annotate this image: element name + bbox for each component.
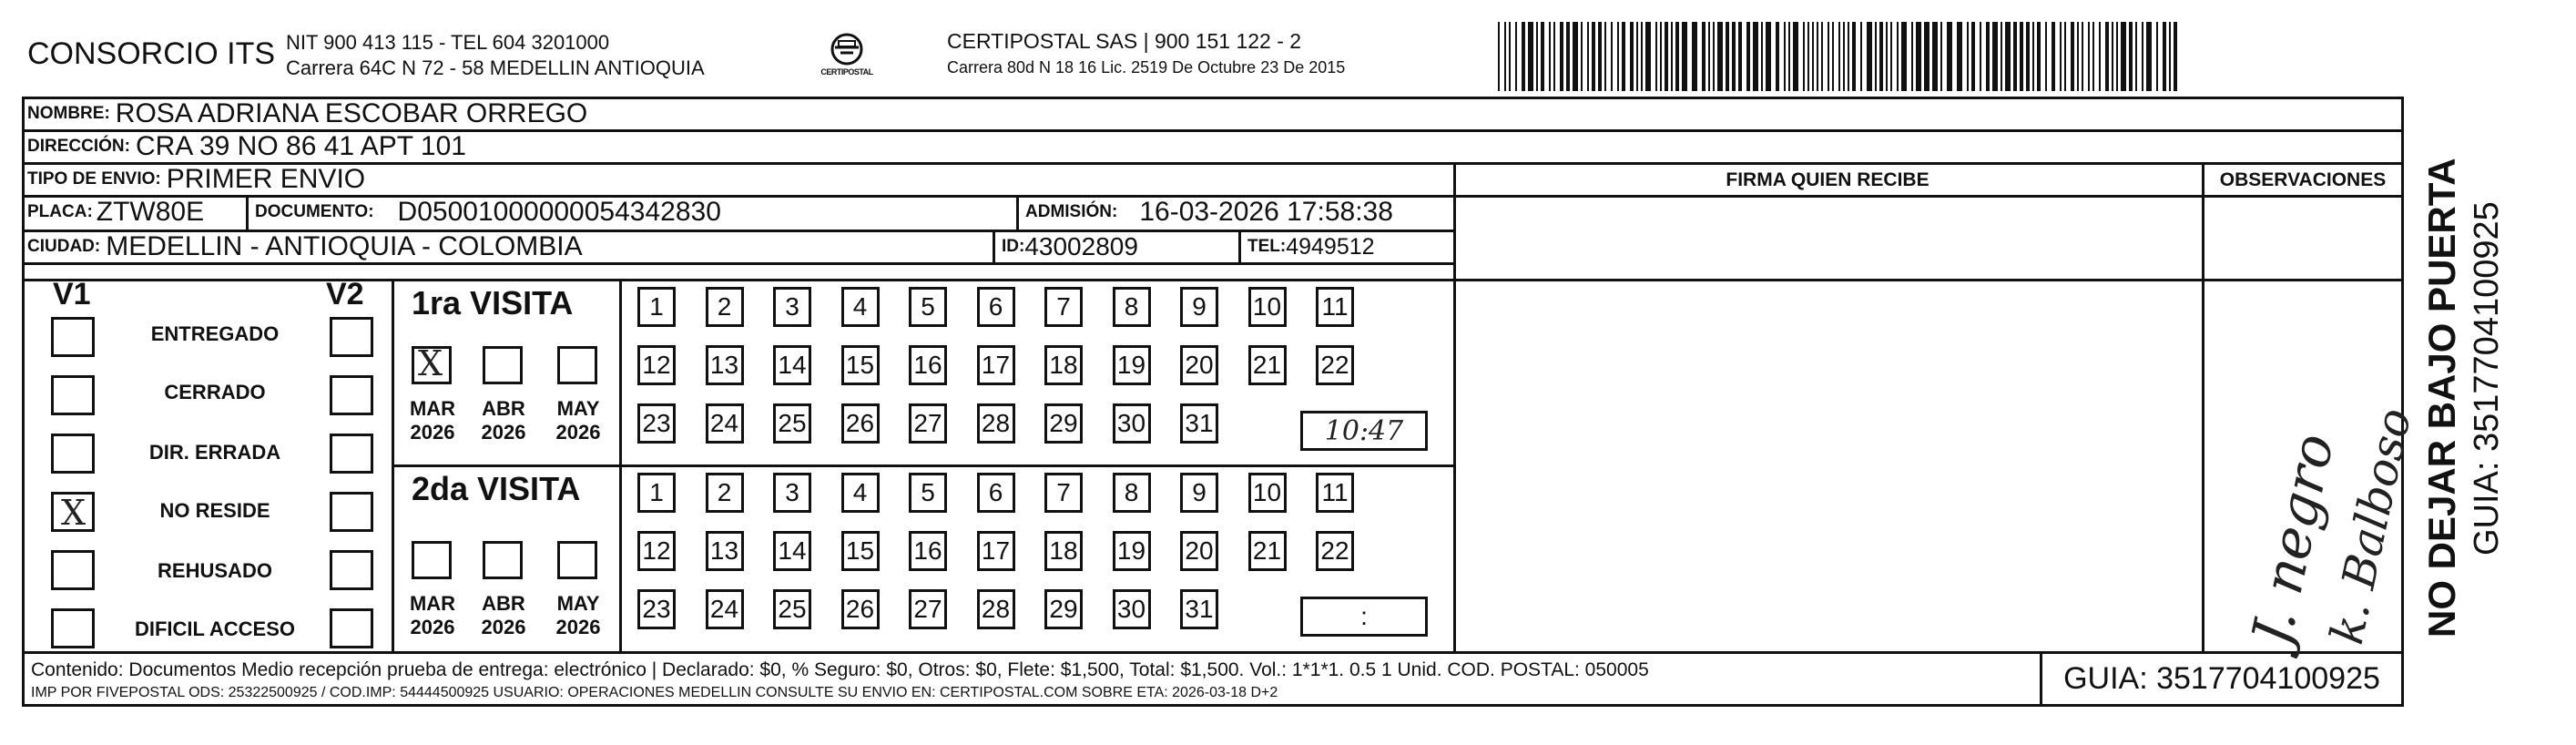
id-row [1002,230,1138,264]
documento-value: D05001000000054342830 [397,197,721,227]
second-visit-month-mar: MAR 2026 [409,592,456,638]
first-visit-day-1[interactable]: 1 [637,287,676,327]
v1-checkbox-entregado[interactable] [51,317,95,357]
barcode-bar [1803,22,1805,91]
v1-checkbox-rehusado[interactable] [51,550,95,590]
address-line: Carrera 64C N 72 - 58 MEDELLIN ANTIOQUIA [286,56,705,79]
first-visit-month-abr: ABR 2026 [481,397,526,444]
barcode-bar [1726,22,1729,91]
status-dificil-acceso-label: DIFICIL ACCESO [134,617,295,640]
status-entregado-label: ENTREGADO [150,322,280,345]
first-visit-day-29[interactable]: 29 [1044,403,1083,444]
barcode-bar [1682,22,1687,91]
first-visit-day-15[interactable]: 15 [841,345,880,385]
status-cerrado-label: CERRADO [164,381,266,403]
second-visit-month-may: MAY 2026 [555,592,601,638]
license-line: Carrera 80d N 18 16 Lic. 2519 De Octubre 23 De 2015 [947,58,1346,77]
placa-row [27,195,204,230]
barcode-bar [2064,22,2066,91]
barcode-bar [1509,22,1511,91]
footer-guia: GUIA: 3517704100925 [2063,661,2380,696]
v1-checkbox-dir-errada[interactable] [51,434,95,474]
barcode-bar [1622,22,1625,91]
barcode-bar [2088,22,2090,91]
second-visit-day-19[interactable]: 19 [1113,531,1151,571]
side-guia-text: GUIA: 3517704100925 [2468,201,2506,556]
nombre-row [27,97,587,131]
v2-label: V2 [326,277,364,311]
barcode-bar [1671,22,1673,91]
first-visit-day-2[interactable]: 2 [706,287,744,327]
carrier-line: CERTIPOSTAL SAS | 900 151 122 - 2 [947,29,1302,53]
barcode-bar [2174,22,2177,91]
barcode-bar [1604,22,1606,91]
second-visit-month-abr: ABR 2026 [481,592,526,638]
barcode-bar [1630,22,1634,91]
barcode-bar [1732,22,1736,91]
second-visit-day-10[interactable]: 10 [1248,473,1287,513]
first-visit-day-9[interactable]: 9 [1180,287,1218,327]
barcode-bar [2060,22,2062,91]
first-visit-month-may: MAY 2026 [555,397,601,444]
second-visit-day-3[interactable]: 3 [773,473,811,513]
second-visit-day-14[interactable]: 14 [773,531,811,571]
barcode-bar [1992,22,1998,91]
barcode-bar [1560,22,1563,91]
first-visit-day-28[interactable]: 28 [977,403,1015,444]
barcode-bar [1541,22,1544,91]
barcode-bar [1897,22,1899,91]
second-visit-time-separator: : [1360,602,1368,630]
barcode-bar [2092,22,2094,91]
barcode-bar [2020,22,2023,91]
second-visit-day-7[interactable]: 7 [1044,473,1083,513]
barcode-bar [1587,22,1589,91]
brand-name: CONSORCIO ITS [27,36,276,71]
second-visit-day-12[interactable]: 12 [637,531,676,571]
first-visit-day-6[interactable]: 6 [977,287,1015,327]
barcode-bar [1566,22,1570,91]
second-visit-month-mar-box[interactable] [412,541,452,579]
side-warning-text: NO DEJAR BAJO PUERTA [2420,158,2463,638]
first-visit-day-13[interactable]: 13 [706,345,744,385]
barcode-bar [2071,22,2074,91]
v2-checkbox-no-reside[interactable] [330,492,373,532]
direccion-value: CRA 39 NO 86 41 APT 101 [135,131,466,161]
barcode-bar [1553,22,1555,91]
barcode-bar [1581,22,1583,91]
v2-checkbox-rehusado[interactable] [330,550,373,590]
first-visit-day-19[interactable]: 19 [1113,345,1151,385]
barcode-bar [2135,22,2137,91]
second-visit-day-13[interactable]: 13 [706,531,744,571]
second-visit-day-23[interactable]: 23 [637,589,676,629]
barcode-bar [1528,22,1533,91]
barcode-bar [1675,22,1679,91]
nombre-label: NOMBRE: [27,104,110,123]
first-visit-day-22[interactable]: 22 [1316,345,1354,385]
admision-row [1025,195,1393,230]
first-visit-day-8[interactable]: 8 [1113,287,1151,327]
first-visit-month-mark: X [418,343,443,383]
barcode-bar [1788,22,1790,91]
barcode-bar [1911,22,1913,91]
first-visit-month-abr-box[interactable] [483,346,523,384]
second-visit-day-18[interactable]: 18 [1044,531,1083,571]
second-visit-day-28[interactable]: 28 [977,589,1015,629]
barcode-bar [1867,22,1872,91]
nombre-value: ROSA ADRIANA ESCOBAR ORREGO [115,98,588,128]
barcode-bar [1793,22,1798,91]
first-visit-day-21[interactable]: 21 [1248,345,1287,385]
first-visit-day-25[interactable]: 25 [773,403,811,444]
tipo-envio-row [27,162,365,197]
first-visit-month-may-box[interactable] [557,346,597,384]
barcode-bar [2105,22,2109,91]
second-visit-day-4[interactable]: 4 [841,473,880,513]
ciudad-label: CIUDAD: [27,237,101,256]
barcode-bar [1848,22,1849,91]
barcode-bar [1860,22,1862,91]
first-visit-time-handwritten: 10:47 [1324,414,1404,447]
tipo-envio-label: TIPO DE ENVIO: [27,169,161,189]
second-visit-day-30[interactable]: 30 [1113,589,1151,629]
first-visit-day-30[interactable]: 30 [1113,403,1151,444]
first-visit-day-23[interactable]: 23 [637,403,676,444]
observaciones-handwriting-1: J. negro [2240,428,2347,651]
id-value: 43002809 [1024,232,1138,260]
barcode-bar [1522,22,1525,91]
barcode-bar [1784,22,1786,91]
barcode-bar [1717,22,1723,91]
barcode-bar [1504,22,1506,91]
barcode-bar [2142,22,2143,91]
barcode-bar [1843,22,1845,91]
barcode-bar [1746,22,1750,91]
barcode-bar [1852,22,1856,91]
direccion-row [27,129,466,164]
certipostal-logo [815,31,879,82]
first-visit-day-16[interactable]: 16 [909,345,947,385]
v1-label: V1 [53,277,91,311]
barcode-bar [1660,22,1662,91]
barcode-bar [2052,22,2055,91]
v1-checkbox-cerrado[interactable] [51,375,95,415]
barcode [1498,22,2181,91]
tel-row [1247,230,1375,264]
second-visit-day-25[interactable]: 25 [773,589,811,629]
second-visit-title: 2da VISITA [412,470,581,507]
barcode-bar [1738,22,1742,91]
barcode-bar [2129,22,2133,91]
barcode-bar [1821,22,1823,91]
second-visit-day-26[interactable]: 26 [841,589,880,629]
first-visit-day-18[interactable]: 18 [1044,345,1083,385]
status-rehusado-label: REHUSADO [158,559,272,582]
first-visit-day-4[interactable]: 4 [841,287,880,327]
barcode-bar [2116,22,2118,91]
second-visit-day-5[interactable]: 5 [909,473,947,513]
barcode-bar [1832,22,1834,91]
barcode-bar [2082,22,2083,91]
second-visit-day-8[interactable]: 8 [1113,473,1151,513]
first-visit-day-26[interactable]: 26 [841,403,880,444]
v1-checkbox-dificil-acceso[interactable] [51,608,95,648]
barcode-bar [1947,22,1952,91]
second-visit-day-17[interactable]: 17 [977,531,1015,571]
second-visit-time-box[interactable] [1300,597,1428,637]
barcode-bar [1692,22,1697,91]
barcode-bar [1641,22,1643,91]
second-visit-day-29[interactable]: 29 [1044,589,1083,629]
barcode-bar [1980,22,1981,91]
barcode-bar [2026,22,2030,91]
second-visit-day-15[interactable]: 15 [841,531,880,571]
barcode-bar [1515,22,1517,91]
barcode-bar [1812,22,1814,91]
barcode-bar [1971,22,1975,91]
barcode-bar [1617,22,1619,91]
second-visit-day-1[interactable]: 1 [637,473,676,513]
barcode-bar [1875,22,1877,91]
barcode-bar [1776,22,1779,91]
first-visit-month-mar-box[interactable] [412,343,452,384]
firma-header: FIRMA QUIEN RECIBE [1726,169,1929,190]
first-visit-day-20[interactable]: 20 [1180,345,1218,385]
second-visit-day-2[interactable]: 2 [706,473,744,513]
barcode-bar [1665,22,1668,91]
barcode-bar [1498,22,1500,91]
first-visit-day-3[interactable]: 3 [773,287,811,327]
barcode-bar [1636,22,1638,91]
first-visit-day-11[interactable]: 11 [1316,287,1354,327]
second-visit-day-20[interactable]: 20 [1180,531,1218,571]
barcode-bar [2121,22,2126,91]
barcode-bar [2099,22,2101,91]
barcode-bar [1967,22,1969,91]
first-visit-day-31[interactable]: 31 [1180,403,1218,444]
barcode-bar [1879,22,1883,91]
footer-imp: IMP POR FIVEPOSTAL ODS: 25322500925 / COD.IMP: 54444500925 USUARIO: OPERACIONES MEDELLIN CONSULTE SU ENVIO EN: CERTIPOSTAL.COM SOBRE ETA: 2026-03-18 D+2 [31,685,1278,700]
second-visit-day-6[interactable]: 6 [977,473,1015,513]
barcode-bar [2001,22,2002,91]
ciudad-value: MEDELLIN - ANTIOQUIA - COLOMBIA [106,231,583,261]
first-visit-day-24[interactable]: 24 [706,403,744,444]
observaciones-handwriting-2: k. Balboso [2320,403,2422,649]
barcode-bar [1828,22,1829,91]
barcode-bar [2163,22,2166,91]
barcode-bar [2112,22,2113,91]
barcode-bar [1702,22,1705,91]
placa-label: PLACA: [27,202,93,221]
tel-value: 4949512 [1286,233,1375,260]
tel-label: TEL: [1247,237,1287,256]
first-visit-day-27[interactable]: 27 [909,403,947,444]
footer-contenido: Contenido: Documentos Medio recepción prueba de entrega: electrónico | Declarado: $0, % Seguro: $0, Otros: $0, Flete: $1,500, Total: $1,500. Vol.: 1*1*1. 0.5 1 Unid. COD. POSTAL: 050005 [31,659,1649,680]
barcode-bar [2156,22,2158,91]
admision-label: ADMISIÓN: [1025,202,1118,221]
first-visit-month-mar: MAR 2026 [409,397,456,444]
barcode-bar [2077,22,2079,91]
barcode-bar [1901,22,1907,91]
barcode-bar [2037,22,2041,91]
barcode-bar [1611,22,1613,91]
first-visit-day-14[interactable]: 14 [773,345,811,385]
barcode-bar [1817,22,1818,91]
barcode-bar [1886,22,1888,91]
status-dir-errada-label: DIR. ERRADA [148,441,281,464]
v2-checkbox-entregado[interactable] [330,317,373,357]
placa-value: ZTW80E [96,197,205,227]
first-visit-title: 1ra VISITA [412,284,574,321]
v1-checkbox-no-reside[interactable] [51,492,95,532]
barcode-bar [1890,22,1892,91]
barcode-bar [2013,22,2017,91]
barcode-bar [1549,22,1551,91]
tipo-envio-value: PRIMER ENVIO [166,164,366,194]
v1-no-reside-check-mark: X [61,493,87,533]
barcode-bar [1916,22,1921,91]
barcode-bar [1940,22,1942,91]
second-visit-day-9[interactable]: 9 [1180,473,1218,513]
barcode-bar [1655,22,1657,91]
second-visit-day-22[interactable]: 22 [1316,531,1354,571]
barcode-bar [1536,22,1538,91]
barcode-bar [1766,22,1771,91]
second-visit-day-21[interactable]: 21 [1248,531,1287,571]
second-visit-day-16[interactable]: 16 [909,531,947,571]
nit-line: NIT 900 413 115 - TEL 604 3201000 [286,31,610,54]
barcode-bar [1986,22,1990,91]
barcode-bar [1753,22,1758,91]
barcode-bar [1838,22,1840,91]
barcode-bar [1932,22,1938,91]
documento-row [255,195,721,230]
barcode-bar [1573,22,1578,91]
v2-checkbox-dificil-acceso[interactable] [330,608,373,648]
barcode-bar [1598,22,1602,91]
barcode-bar [1592,22,1595,91]
barcode-bar [1708,22,1710,91]
ciudad-row [27,230,583,264]
barcode-bar [2169,22,2171,91]
first-visit-time-box[interactable] [1300,411,1428,451]
first-visit-day-12[interactable]: 12 [637,345,676,385]
second-visit-month-may-box[interactable] [557,541,597,579]
first-visit-day-5[interactable]: 5 [909,287,947,327]
v2-checkbox-dir-errada[interactable] [330,434,373,474]
documento-label: DOCUMENTO: [255,202,374,221]
status-no-reside-label: NO RESIDE [159,499,270,522]
barcode-bar [2005,22,2011,91]
second-visit-month-abr-box[interactable] [483,541,523,579]
barcode-bar [1645,22,1651,91]
observaciones-header: OBSERVACIONES [2219,169,2387,190]
barcode-bar [1957,22,1962,91]
v2-checkbox-cerrado[interactable] [330,375,373,415]
barcode-bar [1807,22,1809,91]
direccion-label: DIRECCIÓN: [27,137,130,156]
second-visit-day-11[interactable]: 11 [1316,473,1354,513]
barcode-bar [1924,22,1929,91]
id-label: ID: [1002,237,1025,256]
logo-text: CERTIPOSTAL [820,67,873,77]
admision-value: 16-03-2026 17:58:38 [1139,197,1393,227]
second-visit-day-27[interactable]: 27 [909,589,947,629]
barcode-bar [2032,22,2034,91]
barcode-bar [2146,22,2152,91]
barcode-bar [1761,22,1763,91]
second-visit-day-24[interactable]: 24 [706,589,744,629]
first-visit-day-17[interactable]: 17 [977,345,1015,385]
barcode-bar [2045,22,2047,91]
first-visit-day-10[interactable]: 10 [1248,287,1287,327]
barcode-bar [1713,22,1715,91]
second-visit-day-31[interactable]: 31 [1180,589,1218,629]
first-visit-day-7[interactable]: 7 [1044,287,1083,327]
